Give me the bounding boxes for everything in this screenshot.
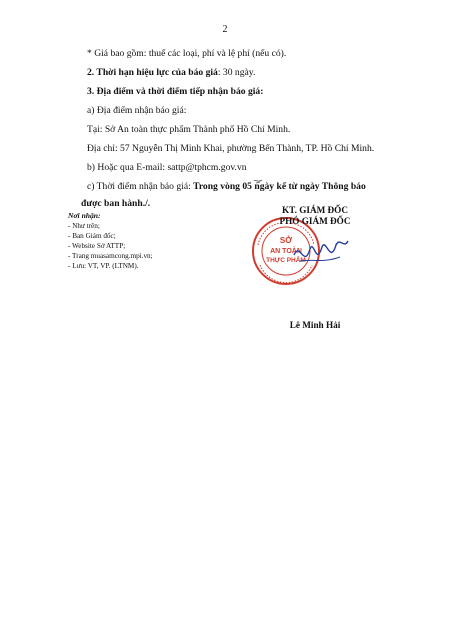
time-c-continuation: được ban hành./.	[81, 198, 151, 209]
place-a: a) Địa điểm nhận báo giá:	[87, 105, 187, 116]
recipient-item: - Lưu: VT, VP. (LTNM).	[68, 262, 139, 270]
place-at: Tại: Sở An toàn thực phẩm Thành phố Hồ Chí Minh.	[87, 124, 291, 135]
signer-name: Lê Minh Hải	[289, 320, 341, 330]
signature-block	[260, 205, 370, 227]
recipients-block	[68, 211, 153, 271]
signature-title-1: KT. GIÁM ĐỐC	[282, 205, 348, 215]
signature-title-2: PHÓ GIÁM ĐỐC	[279, 216, 351, 226]
validity-label: 2. Thời hạn hiệu lực của báo giá	[87, 67, 218, 78]
price-note: * Giá bao gồm: thuế các loại, phí và lệ phí (nếu có).	[87, 48, 287, 59]
recipient-item: - Website Sở ATTP;	[68, 242, 126, 250]
validity-value: : 30 ngày.	[217, 67, 256, 78]
svg-text:THỰC PHẨM: THỰC PHẨM	[266, 257, 306, 264]
email-line: b) Hoặc qua E-mail: sattp@tphcm.gov.vn	[87, 162, 247, 173]
recipient-item: - Ban Giám đốc;	[68, 232, 116, 240]
page-number: 2	[222, 24, 228, 35]
validity-line	[87, 63, 255, 82]
place-time-heading: 3. Địa điểm và thời điểm tiếp nhận báo giá:	[87, 86, 264, 97]
handwritten-signature	[290, 235, 350, 273]
recipients-title: Nơi nhận:	[68, 211, 101, 220]
svg-text:AN TOÀN: AN TOÀN	[270, 248, 302, 255]
svg-text:SỞ: SỞ	[279, 236, 293, 245]
initial-mark-icon	[253, 177, 263, 185]
address-line: Địa chỉ: 57 Nguyễn Thị Minh Khai, phường Bến Thành, TP. Hồ Chí Minh.	[87, 143, 375, 154]
time-c-line: c) Thời điểm nhận báo giá: Trong vòng 05 ngày kể từ ngày Thông báo	[87, 181, 366, 192]
recipient-item: - Như trên;	[68, 222, 100, 230]
recipient-item: - Trang muasamcong.mpi.vn;	[68, 252, 153, 260]
